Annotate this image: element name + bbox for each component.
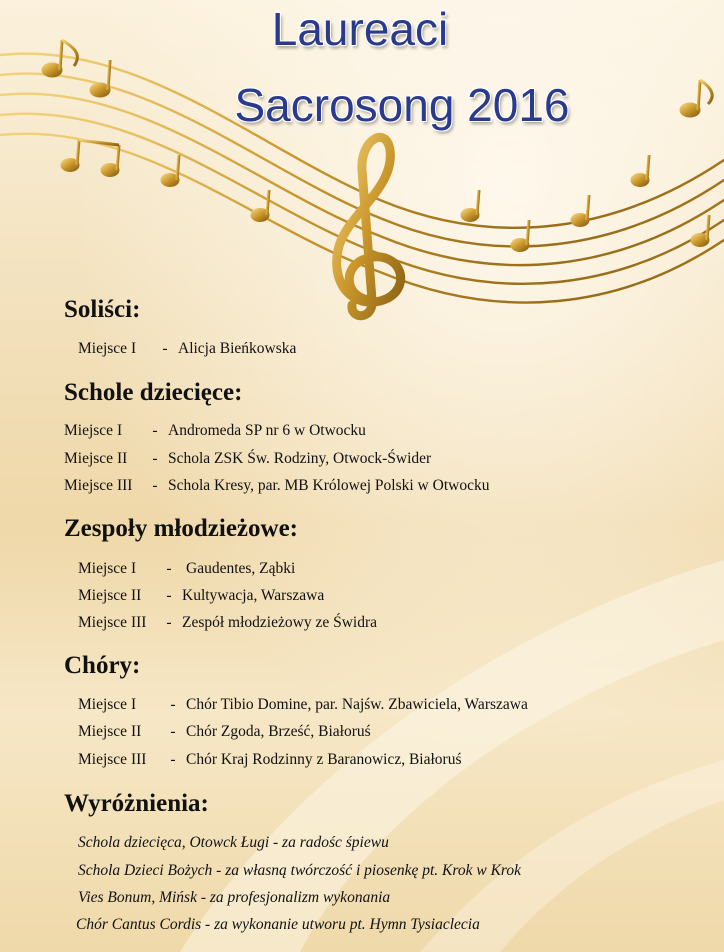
place-label: Miejsce I [78,340,137,357]
list-item [64,450,431,468]
section-heading-schole: Schole dziecięce: [64,379,243,406]
section-heading-chory: Chóry: [64,652,141,679]
separator: - [152,450,158,467]
laureate-name: Kultywacja, Warszawa [182,587,325,604]
place-label: Miejsce II [64,450,128,467]
list-item: Vies Bonum, Mińsk - za profesjonalizm wykonania [78,889,391,906]
separator: - [170,696,176,713]
list-item [64,422,366,440]
list-item [78,696,528,714]
separator: - [166,560,172,577]
list-item [78,751,462,769]
title-line-2: Sacrosong 2016 [234,79,570,131]
laureate-name: Chór Kraj Rodzinny z Baranowicz, Białoruś [186,751,462,768]
separator: - [170,751,176,768]
section-heading-zespoly: Zespoły młodzieżowe: [64,515,298,542]
title-line-1: Laureaci [271,3,449,55]
place-label: Miejsce I [78,696,137,713]
laureate-name: Schola ZSK Św. Rodziny, Otwock-Świder [168,450,432,467]
section-heading-wyroznienia: Wyróżnienia: [64,790,209,817]
separator: - [152,477,158,494]
laureate-name: Chór Zgoda, Brześć, Białoruś [186,723,371,740]
separator: - [166,587,172,604]
separator: - [162,340,168,357]
separator: - [152,422,158,439]
list-item: Chór Cantus Cordis - za wykonanie utworu pt. Hymn Tysiaclecia [76,916,480,933]
place-label: Miejsce I [64,422,123,439]
laureate-name: Chór Tibio Domine, par. Najśw. Zbawiciela, Warszawa [186,696,528,713]
laureate-name: Zespół młodzieżowy ze Świdra [182,614,377,631]
list-item [78,587,324,605]
laureate-name: Gaudentes, Ząbki [186,560,296,577]
separator: - [166,614,172,631]
list-item [78,614,377,632]
list-item [64,477,489,495]
place-label: Miejsce III [78,614,147,631]
section-heading-solisci: Soliści: [64,296,141,323]
place-label: Miejsce II [78,587,142,604]
list-item [78,723,371,741]
laureate-name: Schola Kresy, par. MB Królowej Polski w Otwocku [168,477,490,494]
place-label: Miejsce III [78,751,147,768]
laureate-name: Alicja Bieńkowska [178,340,297,357]
list-item [78,560,295,578]
list-item: Schola Dzieci Bożych - za własną twórczość i piosenkę pt. Krok w Krok [78,862,521,879]
list-item: Schola dziecięca, Otowck Ługi - za radośc śpiewu [78,834,389,851]
place-label: Miejsce III [64,477,133,494]
place-label: Miejsce II [78,723,142,740]
laureate-name: Andromeda SP nr 6 w Otwocku [168,422,366,439]
list-item [78,340,296,358]
place-label: Miejsce I [78,560,137,577]
separator: - [170,723,176,740]
